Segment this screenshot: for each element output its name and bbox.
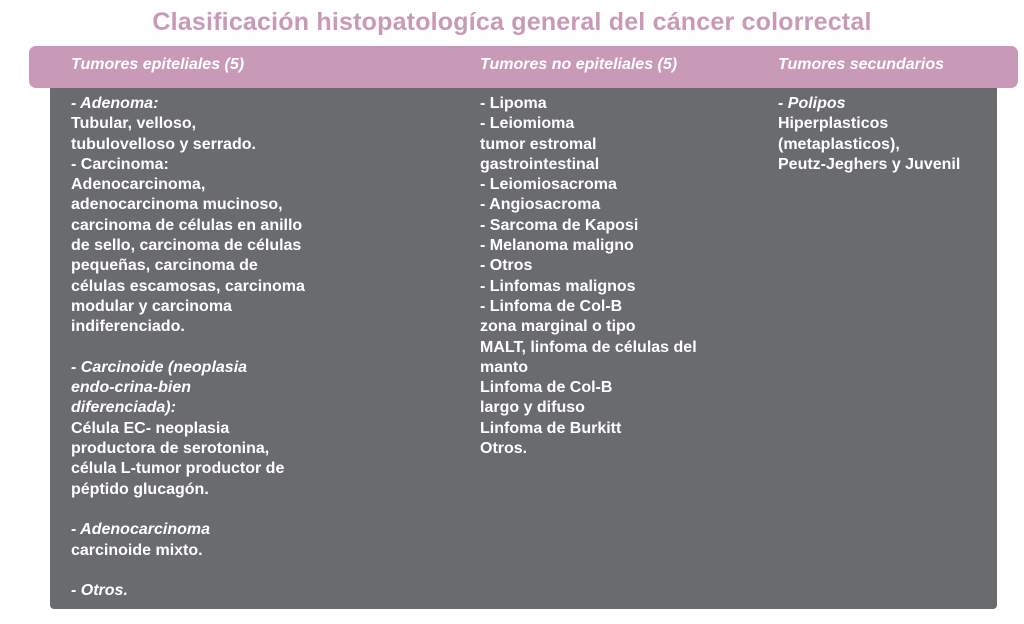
column-secundarios [778,94,960,175]
header-no-epiteliales: Tumores no epiteliales (5) [480,56,678,73]
list-item: - Lipoma [480,95,547,112]
list-item: - Leiomioma [480,115,575,133]
list-item: de sello, carcinoma de células [71,237,302,255]
list-item: Linfoma de Burkitt [480,419,622,437]
list-item: Peutz-Jeghers y Juvenil [778,155,961,173]
list-item: células escamosas, carcinoma [71,277,305,295]
subheading-polipos: - Polipos [778,95,846,112]
list-item: Hiperplasticos [778,115,889,133]
subheading-carcinoide: diferenciada): [71,399,176,417]
list-item: tumor estromal [480,135,597,153]
column-epiteliales [71,94,305,601]
list-item: - Otros [480,257,533,275]
list-item: Tubular, velloso, [71,115,197,133]
list-item: péptido glucagón. [71,480,209,498]
list-item: carcinoide mixto. [71,541,203,559]
column-no-epiteliales [480,94,697,459]
spacer [71,338,305,358]
list-item: - Melanoma maligno [480,237,634,255]
list-item: - Linfomas malignos [480,277,636,295]
list-item: modular y carcinoma [71,297,232,315]
list-item: productora de serotonina, [71,440,270,458]
subheading-carcinoide: - Carcinoide (neoplasia [71,358,248,376]
list-item: carcinoma de células en anillo [71,216,303,234]
list-item: indiferenciado. [71,318,185,336]
list-item: zona marginal o tipo [480,318,636,336]
list-item: - Sarcoma de Kaposi [480,216,639,234]
subheading-adenocarcinoma: - Adenocarcinoma [71,521,210,539]
spacer [71,561,305,581]
page-title: Clasificación histopatologíca general del cáncer colorrectal [152,8,872,36]
subheading-carcinoide: endo-crina-bien [71,379,192,397]
list-item: célula L-tumor productor de [71,460,285,478]
subheading-otros: - Otros. [71,582,128,600]
list-item: Linfoma de Col-B [480,379,613,397]
header-epiteliales: Tumores epiteliales (5) [71,56,245,73]
list-item: largo y difuso [480,399,585,417]
list-item: MALT, linfoma de células del [480,338,697,356]
header-secundarios: Tumores secundarios [778,56,944,73]
list-item: - Carcinoma: [71,155,169,173]
spacer [71,500,305,520]
list-item: adenocarcinoma mucinoso, [71,196,283,214]
subheading-adenoma: - Adenoma: [71,95,159,112]
list-item: Célula EC- neoplasia [71,419,230,437]
list-item: - Linfoma de Col-B [480,297,623,315]
list-item: - Leiomiosacroma [480,176,617,194]
list-item: Otros. [480,440,528,458]
list-item: manto [480,358,528,376]
list-item: tubulovelloso y serrado. [71,135,256,153]
list-item: Adenocarcinoma, [71,176,206,194]
list-item: (metaplasticos), [778,135,900,153]
list-item: pequeñas, carcinoma de [71,257,258,275]
list-item: gastrointestinal [480,155,600,173]
list-item: - Angiosacroma [480,196,601,214]
